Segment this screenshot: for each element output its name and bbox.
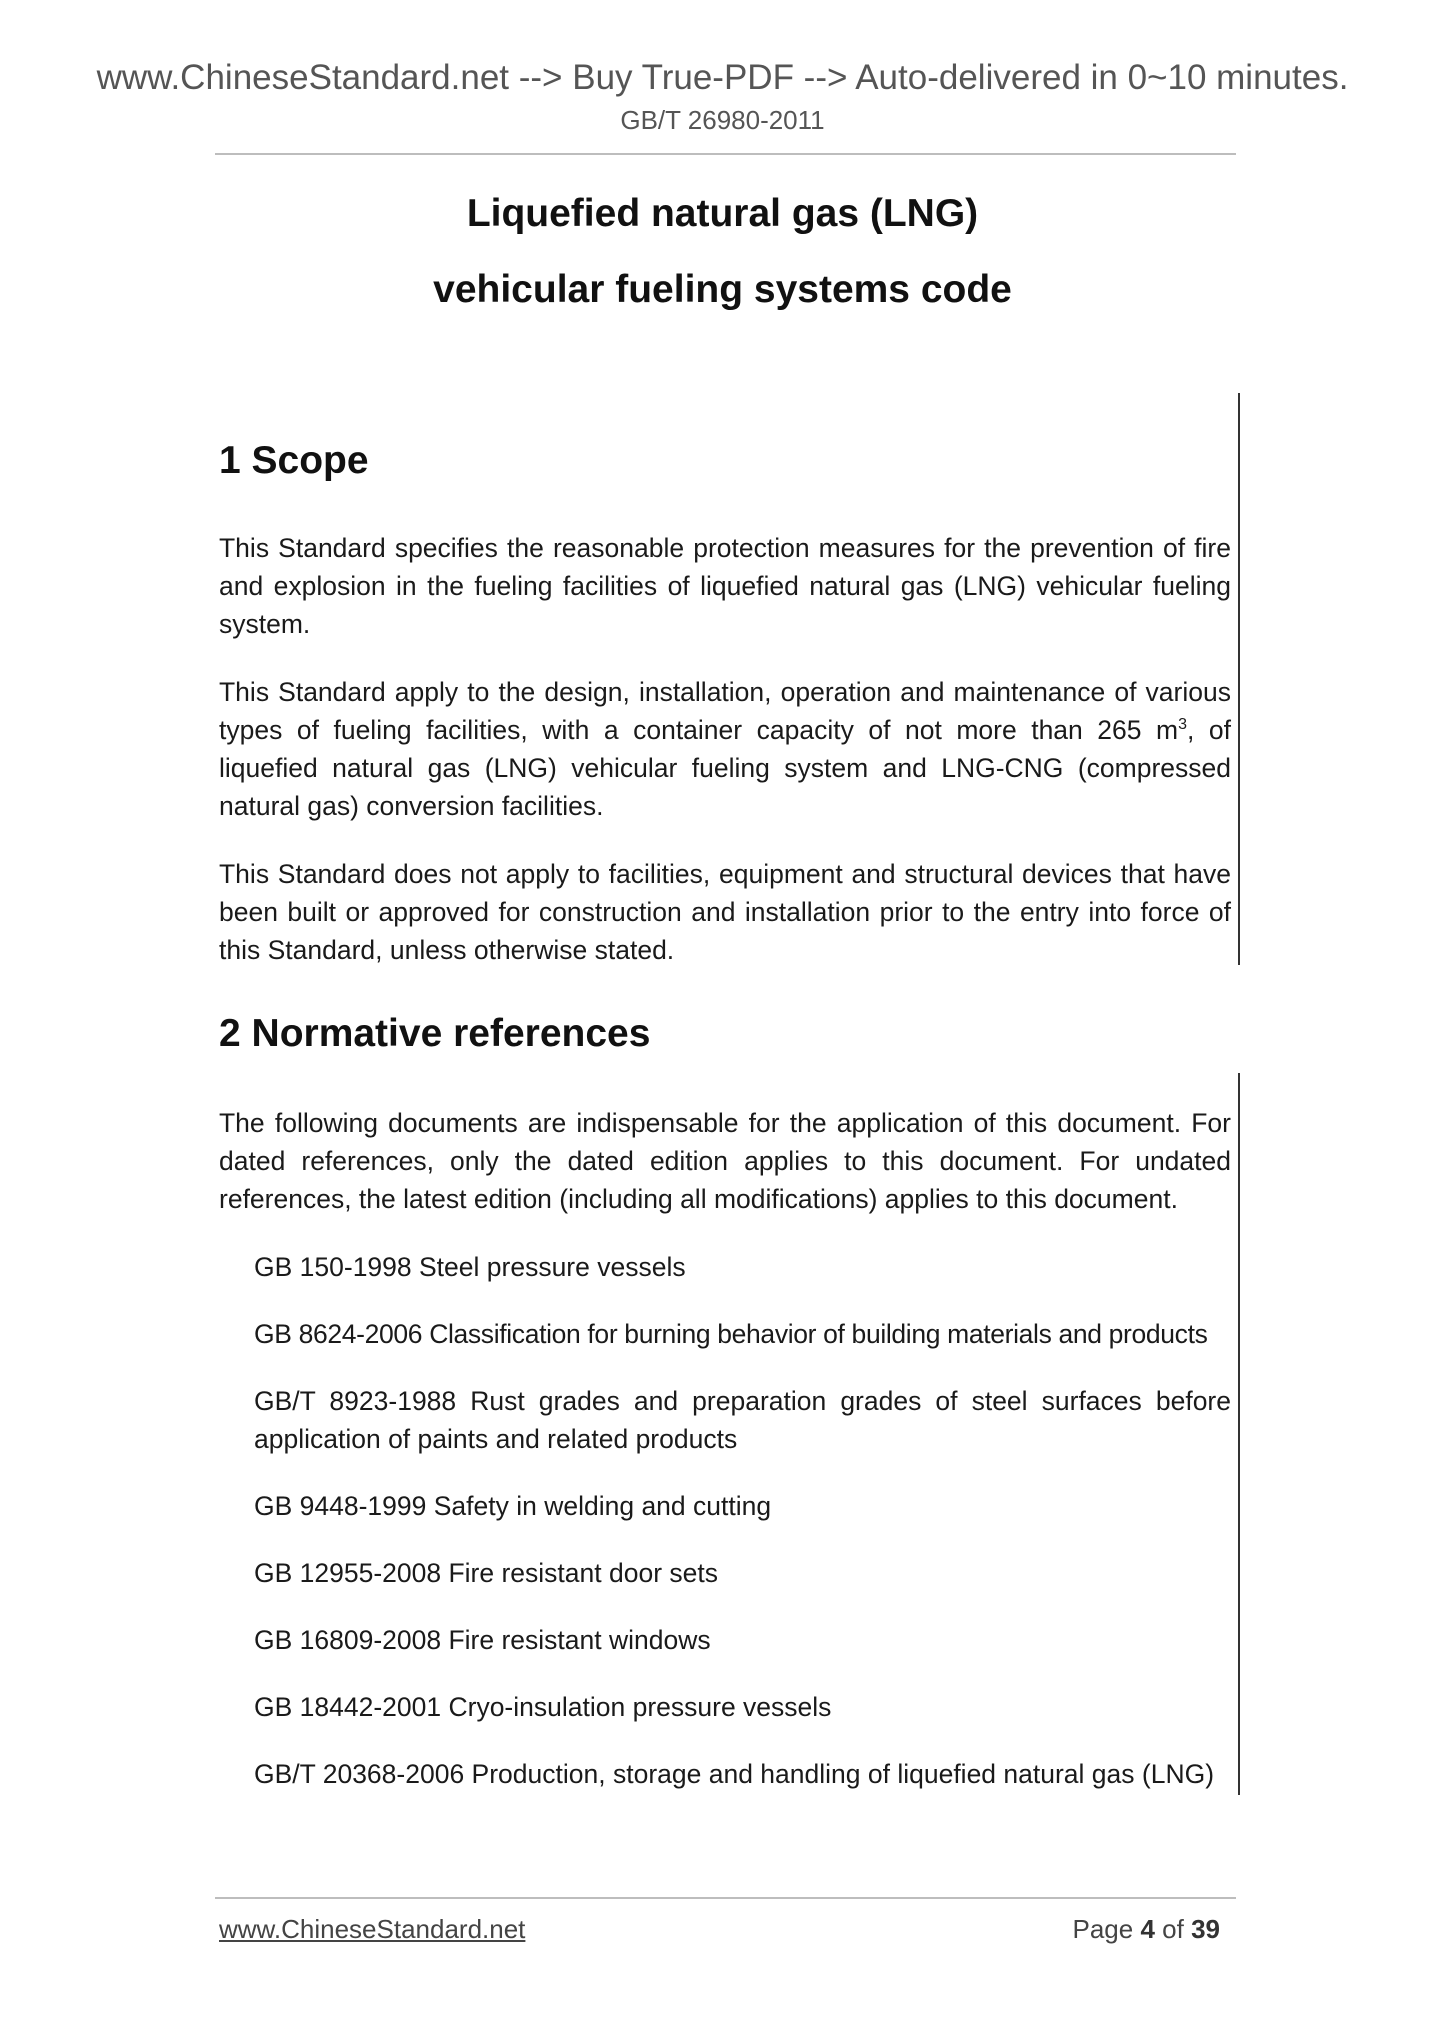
document-title-line-1: Liquefied natural gas (LNG) xyxy=(466,192,979,235)
reference-item: GB/T 8923-1988 Rust grades and preparation grades of steel surfaces before application of paints and related products xyxy=(254,1386,1231,1454)
section-heading-scope: 1 Scope xyxy=(219,439,369,482)
references-intro: The following documents are indispensable for the application of this document. For dated references, only the dated edition applies to this document. For undated references, the latest edition (including all modifications) applies to this document. xyxy=(219,1108,1231,1214)
current-page: 4 xyxy=(1140,1914,1155,1944)
change-bar xyxy=(1238,1073,1240,1795)
reference-item: GB 18442-2001 Cryo-insulation pressure vessels xyxy=(254,1692,832,1722)
scope-paragraph-2 xyxy=(219,673,1231,825)
total-pages: 39 xyxy=(1191,1914,1220,1944)
header-banner[interactable]: www.ChineseStandard.net --> Buy True-PDF --> Auto-delivered in 0~10 minutes. xyxy=(96,58,1349,97)
reference-item: GB/T 20368-2006 Production, storage and handling of liquefied natural gas (LNG) xyxy=(254,1759,1215,1789)
standard-number: GB/T 26980-2011 xyxy=(620,105,825,135)
scope-paragraph-3: This Standard does not apply to facilities, equipment and structural devices that have been built or approved for construction and installation prior to the entry into force of this Standard, unless otherwise stated. xyxy=(219,859,1231,965)
reference-list xyxy=(254,1248,1231,1822)
document-title-line-2: vehicular fueling systems code xyxy=(433,268,1012,311)
reference-item: GB 8624-2006 Classification for burning behavior of building materials and products xyxy=(254,1319,1208,1349)
reference-item: GB 9448-1999 Safety in welding and cutting xyxy=(254,1491,772,1521)
reference-item: GB 16809-2008 Fire resistant windows xyxy=(254,1625,711,1655)
header-divider xyxy=(215,153,1236,155)
scope-paragraph-2-text-a: This Standard apply to the design, installation, operation and maintenance of various types of fueling facilities, with a container capacity of not more than 265 m xyxy=(219,677,1231,745)
reference-item: GB 12955-2008 Fire resistant door sets xyxy=(254,1558,718,1588)
superscript: 3 xyxy=(1178,716,1188,734)
section-heading-normative-references: 2 Normative references xyxy=(219,1012,651,1055)
scope-paragraph-1: This Standard specifies the reasonable protection measures for the prevention of fire and explosion in the fueling facilities of liquefied natural gas (LNG) vehicular fueling system. xyxy=(219,533,1231,639)
page-of-label: of xyxy=(1162,1914,1184,1944)
change-bar xyxy=(1238,393,1240,965)
reference-item: GB 150-1998 Steel pressure vessels xyxy=(254,1252,686,1282)
page-label: Page xyxy=(1072,1914,1134,1944)
footer-divider xyxy=(215,1897,1236,1899)
footer-website-link[interactable]: www.ChineseStandard.net xyxy=(219,1914,526,1944)
scope-paragraph-2-text-b: , of liquefied natural gas (LNG) vehicular fueling system and LNG-CNG (compressed natural gas) conversion facilities. xyxy=(219,715,1231,821)
page-number xyxy=(1060,1912,1220,1946)
